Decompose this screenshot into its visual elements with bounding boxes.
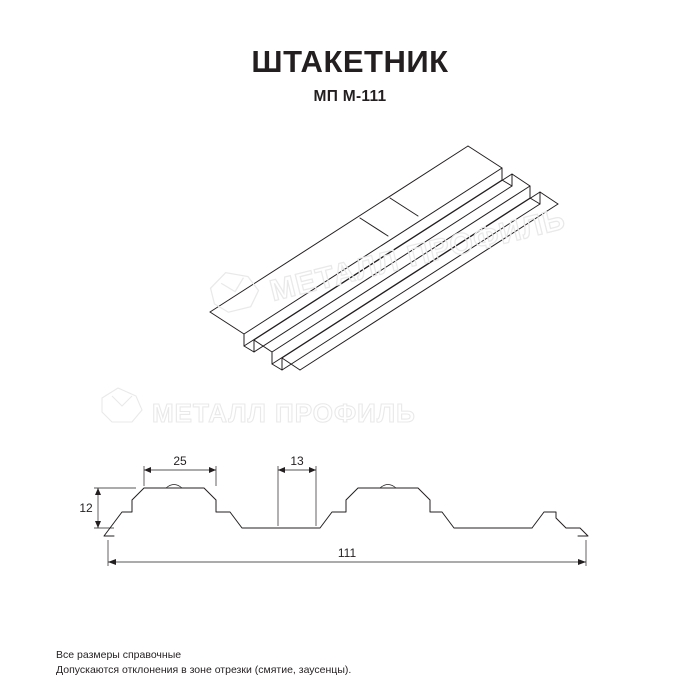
- model-subtitle: МП М-111: [313, 88, 387, 105]
- footer-note-1: Все размеры справочные: [56, 649, 182, 661]
- cross-section-drawing: [80, 440, 640, 580]
- dimension-valley-width-label: 13: [290, 454, 304, 468]
- footer-note-2: Допускаются отклонения в зоне отрезки (смятие, заусенцы).: [56, 664, 352, 676]
- watermark-text: МЕТАЛЛ ПРОФИЛЬ: [266, 202, 569, 308]
- dimension-valley-width-line: [278, 466, 316, 526]
- watermark-2: [102, 388, 416, 428]
- watermark-text: МЕТАЛЛ ПРОФИЛЬ: [152, 398, 416, 428]
- dimension-height-label: 12: [79, 501, 93, 515]
- dimension-top-width-line: [144, 466, 216, 486]
- page-title: ШТАКЕТНИК: [251, 44, 449, 79]
- isometric-profile-drawing: [150, 140, 570, 370]
- dimension-top-width-label: 25: [173, 454, 187, 468]
- footer-notes: [56, 648, 351, 678]
- dimension-total-width-label: 111: [337, 546, 357, 560]
